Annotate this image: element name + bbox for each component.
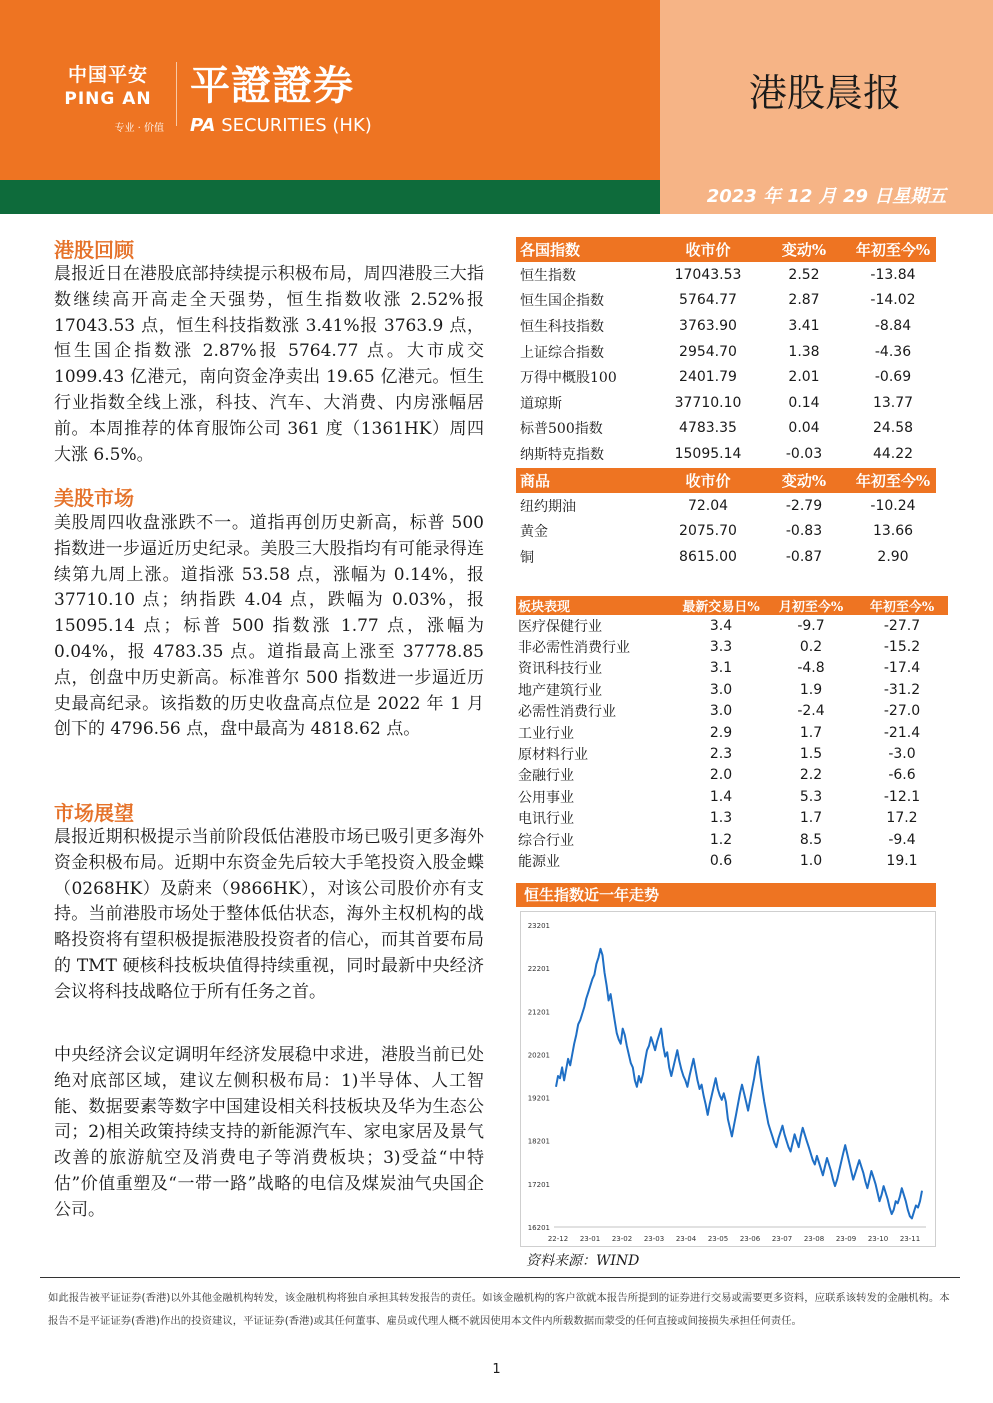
sector-cell: 5.3 [799,788,823,805]
sector-cell: 地产建筑行业 [518,682,602,699]
sector-cell: 3.4 [709,617,733,634]
index-cell: -13.84 [870,266,916,283]
index-row [516,390,936,416]
paragraph-us-market: 美股周四收盘涨跌不一。道指再创历史新高，标普 500 指数进一步逼近历史纪录。美股三大股指均有可能录得连续第九周上涨。道指涨 53.58 点，涨幅为 0.14%，报 37710.10 点；纳指跌 4.04 点，跌幅为 0.03%，报 15095.14 点；标普 500 指数涨 1.77 点，涨幅为 0.04%，报 4783.35 点。道指最高上涨至 37778.85 点，创盘中历史新高。标准普尔 500 指数进一步逼近历史最高纪录。该指数的历史收盘高点位是 2022 年 1 月创下的 4796.56 点，盘中最高为 4818.62 点。 [54,513,484,740]
commodity-cell: 2.90 [877,548,909,565]
index-table-header [516,237,936,262]
index-row [516,416,936,442]
sector-table-body [516,615,948,872]
commodity-table-header [516,468,936,493]
sector-table-header [516,596,948,615]
sector-cell: 1.5 [799,746,823,763]
y-tick-label: 19201 [527,1094,550,1103]
commodity-cell: 13.66 [872,523,914,540]
paragraph-outlook-2: 中央经济会议定调明年经济发展稳中求进，港股当前已处绝对底部区域，建议左侧积极布局：1)半导体、人工智能、数据要素等数字中国建设相关科技板块及华为生态公司；2)相关政策持续支持的新能源汽车、家电家居及景气改善的旅游航空及消费电子等消费板块；3)受益“中特估”价值重塑及“一带一路”战略的电信及煤炭油气央国企公司。 [54,1045,484,1220]
sector-cell: 0.2 [799,639,823,656]
sector-header-name: 板块表现 [518,600,571,615]
sector-header-mtd: 月初至今% [778,600,844,615]
index-cell: 2.87 [788,292,820,309]
sector-cell: 金融行业 [518,768,574,785]
index-cell: -8.84 [874,317,912,334]
commodity-table-body [516,493,936,570]
sector-cell: -17.4 [883,660,921,677]
sector-cell: 资讯科技行业 [518,661,602,678]
commodity-cell: -0.83 [785,523,823,540]
sector-cell: -6.6 [888,767,916,784]
sector-cell: -2.4 [797,703,825,720]
y-tick-label: 21201 [527,1008,550,1017]
pingan-logo-en: PING AN [64,89,152,109]
x-tick-label: 23-01 [579,1235,601,1243]
x-tick-label: 23-06 [739,1235,761,1243]
x-tick-label: 23-11 [899,1235,921,1243]
index-cell: 2.01 [788,369,820,386]
index-cell: 2954.70 [679,343,737,360]
sector-cell: 2.3 [709,746,733,763]
index-cell: 2.52 [788,266,820,283]
sector-cell: 1.0 [799,852,823,869]
footer-divider [40,1277,960,1278]
sector-cell: 3.1 [709,660,733,677]
sector-cell: 0.6 [709,852,733,869]
index-cell: 恒生科技指数 [520,318,604,335]
sector-row [516,743,948,764]
sector-cell: 工业行业 [518,725,574,742]
index-table-body [516,262,936,467]
sector-cell: 1.7 [799,724,823,741]
index-row [516,288,936,314]
index-cell: -4.36 [874,343,912,360]
y-tick-label: 16201 [527,1224,550,1232]
y-tick-label: 18201 [527,1137,550,1146]
sector-table [516,596,948,872]
sector-row [516,829,948,850]
sector-cell: -9.4 [888,831,916,848]
sector-cell: 1.3 [709,810,733,827]
sector-cell: 必需性消费行业 [518,704,616,721]
commodity-cell: 72.04 [687,497,729,514]
commodity-header-name: 商品 [520,472,551,490]
paragraph-outlook-1: 晨报近期积极提示当前阶段低估港股市场已吸引更多海外资金积极布局。近期中东资金先后较大手笔投资入股金蝶（0268HK）及蔚来（9866HK），对该公司股价亦有支持。当前港股市场处于整体低估状态，海外主权机构的战略投资将有望积极提振港股投资者的信心，而其首要布局的 TMT 硬核科技板块值得持续重视，同时最新中央经济会议将科技战略位于所有任务之首。 [54,827,484,1002]
sector-row [516,722,948,743]
index-cell: 纳斯特克指数 [520,446,604,463]
index-cell: 2401.79 [679,369,737,386]
sector-row [516,636,948,657]
index-cell: -14.02 [870,292,916,309]
commodity-table [516,468,936,570]
index-row [516,441,936,467]
sector-cell: 3.0 [709,703,733,720]
hsi-series-line [556,949,922,1219]
sector-cell: -15.2 [883,639,921,656]
chart-source: 资料来源：WIND [526,1253,640,1269]
sector-cell: 19.1 [886,852,918,869]
sector-cell: 电讯行业 [518,811,574,828]
sector-row [516,615,948,636]
sector-row [516,765,948,786]
sector-row [516,701,948,722]
index-row [516,313,936,339]
sector-cell: 1.9 [799,681,823,698]
sector-header-ytd: 年初至今% [869,600,935,615]
commodity-header-close: 收市价 [685,472,731,490]
sector-cell: 3.3 [709,639,733,656]
index-cell: 4783.35 [679,420,737,437]
index-header-ytd: 年初至今% [855,241,931,259]
x-tick-label: 23-02 [611,1235,633,1243]
sector-cell: -3.0 [888,746,916,763]
paragraph-hk-review: 晨报近日在港股底部持续提示积极布局，周四港股三大指数继续高开高走全天强势，恒生指数收涨 2.52%报 17043.53 点，恒生科技指数涨 3.41%报 3763.9 点，恒生国企指数涨 2.87%报 5764.77 点。大市成交 1099.43 亿港元，南向资金净卖出 19.65 亿港元。恒生行业指数全线上涨，科技、汽车、大消费、内房涨幅居前。本周推荐的体育服饰公司 361 度（1361HK）周四大涨 6.5%。 [54,264,484,465]
index-header-close: 收市价 [685,241,731,259]
sector-cell: 3.0 [709,681,733,698]
x-tick-label: 23-04 [675,1235,697,1243]
sector-cell: 原材料行业 [518,747,588,764]
page-number: 1 [492,1362,501,1377]
index-table [516,237,936,467]
index-cell: -0.03 [785,445,823,462]
commodity-cell: 8615.00 [679,548,737,565]
x-tick-label: 23-05 [707,1235,729,1243]
pingan-logo [52,60,164,134]
x-tick-label: 23-03 [643,1235,665,1243]
commodity-cell: 2075.70 [679,523,737,540]
x-tick-label: 23-10 [867,1235,889,1243]
index-row [516,262,936,288]
index-cell: 标普500指数 [520,421,603,438]
sector-cell: 8.5 [799,831,823,848]
sector-cell: 1.7 [799,810,823,827]
commodity-cell: 纽约期油 [520,498,576,515]
report-date: 2023 年 12 月 29 日星期五 [706,186,947,207]
sector-cell: -31.2 [883,681,921,698]
pa-logo-en [190,115,372,136]
y-tick-label: 23201 [527,922,550,930]
index-cell: 道琼斯 [520,395,562,412]
index-cell: 24.58 [872,420,914,437]
index-cell: 万得中概股100 [520,370,617,387]
sector-cell: 公用事业 [518,789,574,806]
index-cell: 上证综合指数 [520,344,604,361]
sector-cell: 医疗保健行业 [518,618,602,635]
hsi-line-chart [520,911,936,1247]
sector-cell: -9.7 [797,617,825,634]
logo-divider [176,62,177,126]
index-row [516,339,936,365]
y-tick-label: 22201 [527,965,550,974]
index-cell: 15095.14 [674,445,742,462]
sector-cell: -27.0 [883,703,921,720]
sector-row [516,850,948,871]
sector-cell: 2.0 [709,767,733,784]
index-cell: 恒生国企指数 [520,293,604,310]
section-title-outlook: 市场展望 [54,801,134,825]
pa-logo-en-text: SECURITIES (HK) [221,115,372,136]
sector-row [516,808,948,829]
index-cell: -0.69 [874,369,912,386]
sector-cell: 能源业 [518,853,560,870]
pa-logo-cn: 平證證券 [190,63,354,109]
x-tick-label: 22-12 [547,1235,569,1243]
commodity-row [516,544,936,570]
index-cell: 0.14 [788,394,820,411]
commodity-cell: 铜 [520,549,534,566]
pa-logo-mark: PA [190,115,216,136]
sector-cell: 非必需性消费行业 [518,640,630,657]
index-cell: 44.22 [872,445,914,462]
sector-cell: 2.9 [709,724,733,741]
commodity-header-ytd: 年初至今% [855,472,931,490]
sector-row [516,786,948,807]
sector-cell: 1.4 [709,788,733,805]
chart-title: 恒生指数近一年走势 [516,883,936,907]
pa-securities-logo [190,54,372,136]
y-tick-label: 17201 [527,1180,550,1189]
index-cell: 3.41 [788,317,820,334]
sector-cell: 17.2 [886,810,918,827]
report-title: 港股晨报 [748,71,901,115]
sector-cell: 综合行业 [518,832,574,849]
section-title-hk-review: 港股回顾 [54,238,134,262]
commodity-cell: 黄金 [520,524,548,541]
index-row [516,364,936,390]
disclaimer-text: 如此报告被平证证券(香港)以外其他金融机构转发，该金融机构将独自承担其转发报告的责任。如该金融机构的客户欲就本报告所提到的证券进行交易或需要更多资料，应联系该转发的金融机构。本报告不是平证证券(香港)作出的投资建议，平证证券(香港)或其任何董事、雇员或代理人概不就因使用本文件内所载数据而蒙受的任何直接或间接损失承担任何责任。 [48,1292,950,1327]
index-cell: 0.04 [788,420,820,437]
commodity-cell: -2.79 [785,497,823,514]
commodity-header-change: 变动% [781,472,827,490]
commodity-cell: -0.87 [785,548,823,565]
sector-row [516,658,948,679]
index-header-change: 变动% [781,241,827,259]
index-cell: 17043.53 [674,266,742,283]
y-tick-label: 20201 [527,1051,550,1060]
index-cell: 13.77 [872,394,914,411]
sector-header-day: 最新交易日% [682,600,760,615]
x-tick-label: 23-07 [771,1235,793,1243]
sector-cell: -4.8 [797,660,825,677]
commodity-row [516,493,936,519]
sector-cell: 2.2 [799,767,823,784]
pingan-logo-tagline: 专业 · 价值 [114,123,164,134]
sector-cell: -27.7 [883,617,921,634]
pingan-logo-cn: 中国平安 [67,64,148,86]
sector-row [516,679,948,700]
x-tick-label: 23-09 [835,1235,857,1243]
index-cell: 3763.90 [679,317,737,334]
index-cell: 1.38 [788,343,820,360]
index-cell: 恒生指数 [520,267,576,284]
section-title-us-market: 美股市场 [54,486,134,510]
index-cell: 5764.77 [679,292,737,309]
index-header-name: 各国指数 [520,241,581,259]
commodity-row [516,519,936,545]
sector-cell: 1.2 [709,831,733,848]
sector-cell: -12.1 [883,788,921,805]
x-tick-label: 23-08 [803,1235,825,1243]
commodity-cell: -10.24 [870,497,916,514]
index-cell: 37710.10 [674,394,742,411]
sector-cell: -21.4 [883,724,921,741]
